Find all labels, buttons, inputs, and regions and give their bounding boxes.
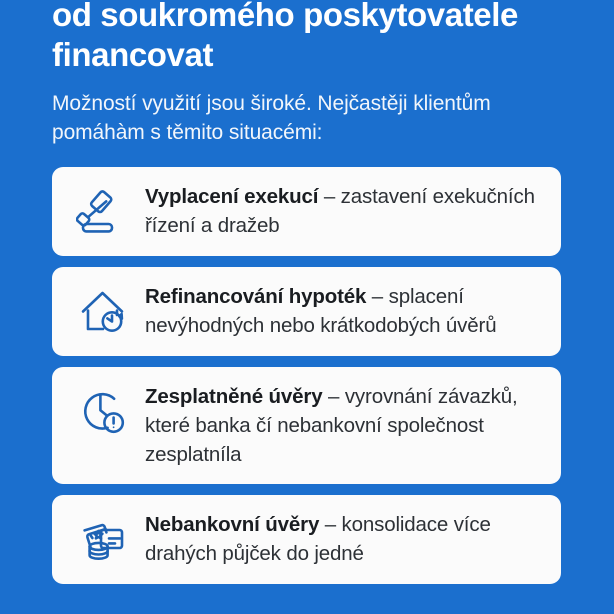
benefit-card-text — [145, 181, 545, 240]
benefit-card-rest: zastavení exekučních řízení a dražeb — [145, 185, 535, 237]
benefit-card-dash: – — [366, 285, 389, 308]
benefit-card-vyplaceni-exekuci — [52, 167, 561, 256]
benefit-card-rest: vyrovnání závazků, které banka čí nebankovní společnost zesplatníla — [145, 385, 518, 466]
benefit-card-nebankovni-uvery — [52, 495, 561, 584]
page-subtitle: Možností využití jsou široké. Nejčastěji klientům pomáhàm s těmito situacémi: — [52, 92, 491, 144]
page-title: od soukromého poskytovatele financovat — [52, 0, 518, 73]
house-refinance-icon — [74, 283, 132, 341]
benefit-card-text — [145, 509, 545, 568]
benefit-card-dash: – — [319, 513, 342, 536]
benefit-card-lead: Vyplacení exekucí — [145, 185, 319, 208]
gavel-icon — [74, 183, 132, 241]
benefit-card-list — [52, 167, 561, 584]
benefit-card-lead: Nebankovní úvěry — [145, 513, 320, 536]
benefit-card-text — [145, 281, 545, 340]
benefit-card-dash: – — [318, 185, 341, 208]
benefit-card-lead: Zesplatněné úvěry — [145, 385, 323, 408]
benefit-card-lead: Refinancování hypoték — [145, 285, 367, 308]
benefit-card-rest: konsolidace více drahých půjček do jedné — [145, 513, 491, 565]
benefit-card-dash: – — [322, 385, 345, 408]
clock-alert-icon — [74, 383, 132, 441]
benefit-card-refinancovani-hypotek — [52, 267, 561, 356]
benefit-card-rest: splacení nevýhodných nebo krátkodobých úvěrů — [145, 285, 497, 337]
header — [0, 0, 614, 147]
cards-coins-icon — [74, 511, 132, 569]
benefit-card-zesplatnene-uvery — [52, 367, 561, 484]
benefit-card-text — [145, 381, 545, 469]
